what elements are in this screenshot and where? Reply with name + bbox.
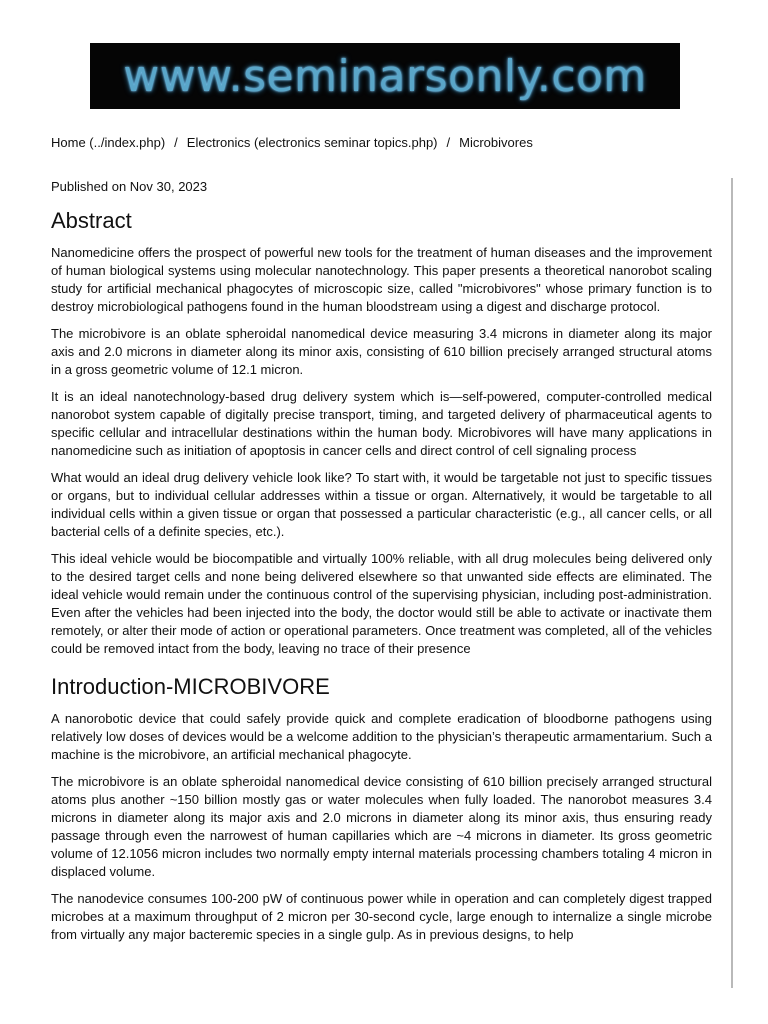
breadcrumb [51, 134, 712, 152]
section-heading-abstract: Abstract [51, 208, 132, 233]
section-heading-introduction: Introduction-MICROBIVORE [51, 674, 330, 699]
site-logo-banner[interactable] [90, 43, 680, 109]
breadcrumb-current-page: Microbivores [459, 135, 533, 150]
breadcrumb-home-link[interactable]: Home (../index.php) [51, 135, 166, 150]
paragraph: Nanomedicine offers the prospect of powerful new tools for the treatment of human diseases and the improvement of human biological systems using molecular nanotechnology. This paper presents a theoretical nanorobot scaling study for artificial mechanical phagocytes of microscopic size, called "microbivores" whose primary function is to destroy microbiological pathogens found in the human bloodstream using a digest and discharge protocol. [51, 245, 712, 314]
published-date: Published on Nov 30, 2023 [51, 179, 208, 194]
article-content [51, 134, 712, 953]
site-logo-text: www.seminarsonly.com [123, 50, 647, 102]
paragraph: The nanodevice consumes 100-200 pW of continuous power while in operation and can completely digest trapped microbes at a maximum throughput of 2 micron per 30-second cycle, large enough to internalize a single microbe from virtually any major bacteremic species in a single gulp. As in previous designs, to help [51, 891, 712, 942]
breadcrumb-separator: / [446, 135, 451, 150]
paragraph: This ideal vehicle would be biocompatible and virtually 100% reliable, with all drug molecules being delivered only to the desired target cells and none being delivered elsewhere so that unwanted side effects are eliminated. The ideal vehicle would remain under the continuous control of the supervising physician, including post-administration. Even after the vehicles had been injected into the body, the doctor would still be able to activate or inactivate them remotely, or alter their mode of action or operational parameters. Once treatment was completed, all of the vehicles could be removed intact from the body, leaving no trace of their presence [51, 551, 712, 656]
paragraph: The microbivore is an oblate spheroidal nanomedical device consisting of 610 billion precisely arranged structural atoms plus another ~150 billion mostly gas or water molecules when fully loaded. The nanorobot measures 3.4 microns in diameter along its major axis and 2.0 microns in diameter along its minor axis, thus ensuring ready passage through even the narrowest of human capillaries which are ~4 microns in diameter. Its gross geometric volume of 12.1056 micron includes two normally empty internal materials processing chambers totaling 4 micron in displaced volume. [51, 774, 712, 879]
paragraph: The microbivore is an oblate spheroidal nanomedical device measuring 3.4 microns in diameter along its major axis and 2.0 microns in diameter along its minor axis, consisting of 610 billion precisely arranged structural atoms in a gross geometric volume of 12.1 micron. [51, 326, 712, 377]
paragraph: It is an ideal nanotechnology-based drug delivery system which is—self-powered, computer-controlled medical nanorobot system capable of digitally precise transport, timing, and targeted delivery of pharmaceutical agents to specific cellular and intracellular destinations within the human body. Microbivores will have many applications in nanomedicine such as initiation of apoptosis in cancer cells and direct control of cell signaling process [51, 389, 712, 458]
paragraph: A nanorobotic device that could safely provide quick and complete eradication of bloodborne pathogens using relatively low doses of devices would be a welcome addition to the physician’s therapeutic armamentarium. Such a machine is the microbivore, an artificial mechanical phagocyte. [51, 711, 712, 762]
page-scroll-divider [731, 178, 733, 988]
breadcrumb-separator: / [174, 135, 178, 150]
paragraph: What would an ideal drug delivery vehicle look like? To start with, it would be targetable not just to specific tissues or organs, but to individual cellular addresses within a tissue or organ. Alternatively, it would be targetable to all individual cells within a given tissue or organ that possessed a particular characteristic (e.g., all cancer cells, or all bacterial cells of a definite species, etc.). [51, 470, 712, 539]
breadcrumb-electronics-link[interactable]: Electronics (electronics seminar topics.php) [186, 135, 438, 150]
